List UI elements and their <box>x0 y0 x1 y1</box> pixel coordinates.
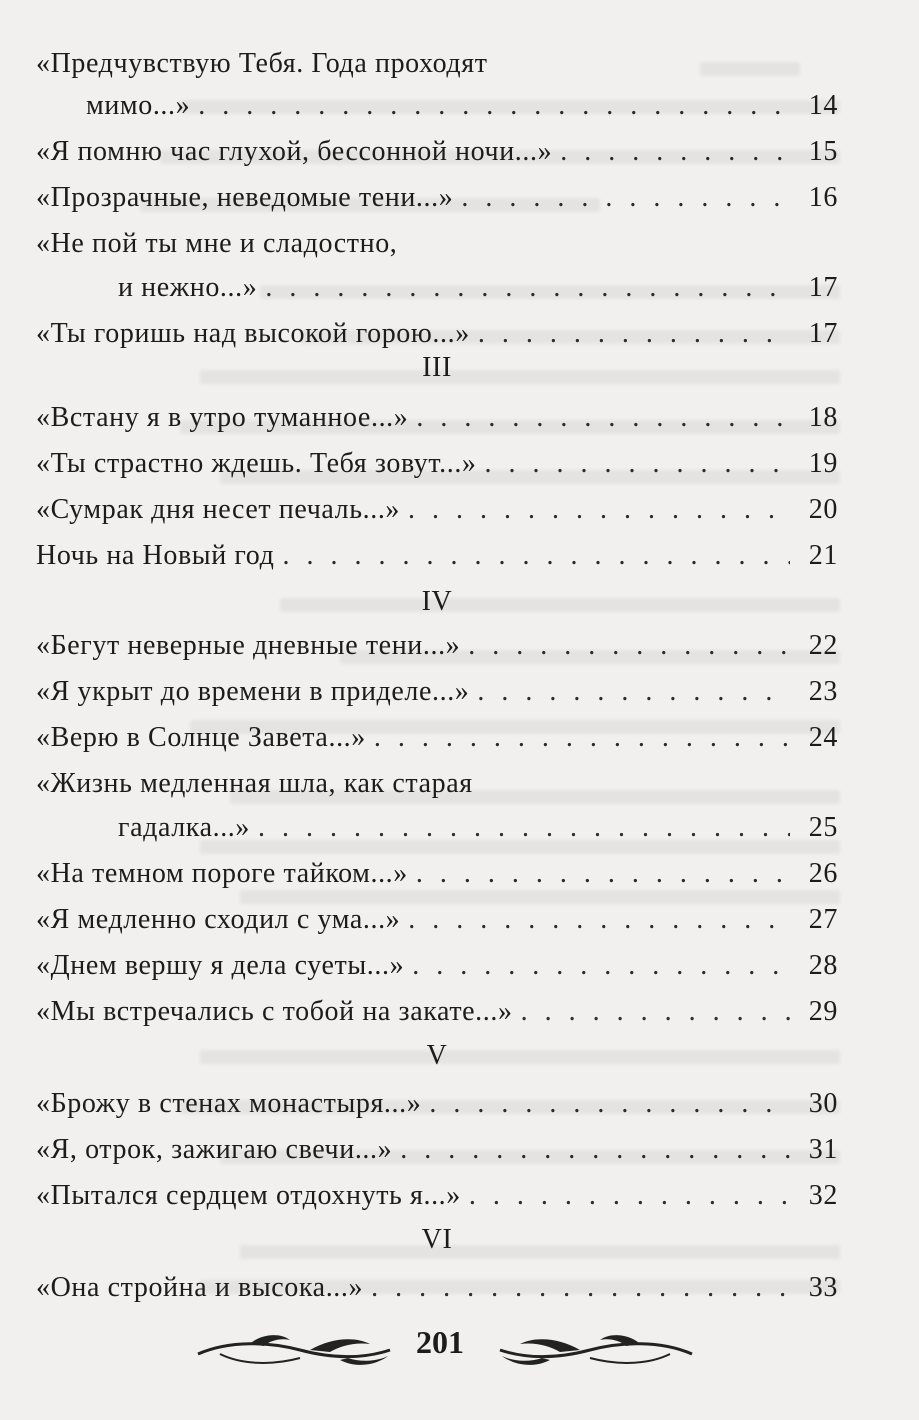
toc-entry[interactable] <box>36 540 838 580</box>
leader-dots <box>468 630 790 662</box>
leader-dots <box>429 1088 790 1120</box>
toc-page-number: 25 <box>808 812 838 843</box>
leader-dots <box>282 540 790 572</box>
toc-page-number: 31 <box>808 1134 838 1165</box>
toc-page-number: 29 <box>808 996 838 1027</box>
leader-dots <box>477 676 790 708</box>
leader-dots <box>408 494 790 526</box>
toc-page-number: 24 <box>808 722 838 753</box>
toc-entry-title: «Брожу в стенах монастыря...» <box>36 1088 422 1119</box>
leader-dots <box>265 272 790 304</box>
toc-entry-title: мимо...» <box>86 90 191 121</box>
toc-entry-title: «Она стройна и высока...» <box>36 1272 364 1303</box>
toc-entry[interactable] <box>36 996 838 1036</box>
toc-page-number: 15 <box>808 136 838 167</box>
section-heading-5: V <box>426 1040 448 1071</box>
toc-entry[interactable] <box>36 950 838 990</box>
toc-page-number: 16 <box>808 182 838 213</box>
toc-page-number: 33 <box>808 1272 838 1303</box>
toc-entry-title: «Ты горишь над высокой горою...» <box>36 318 470 349</box>
toc-entry[interactable] <box>36 722 838 762</box>
toc-page-number: 32 <box>808 1180 838 1211</box>
section-heading-3: III <box>422 352 452 383</box>
toc-entry-title: Ночь на Новый год <box>36 540 275 571</box>
toc-entry-title: «Я, отрок, зажигаю свечи...» <box>36 1134 393 1165</box>
toc-entry-title: гадалка...» <box>118 812 251 843</box>
leader-dots <box>408 904 790 936</box>
leader-dots <box>198 90 790 122</box>
toc-entry[interactable] <box>36 1180 838 1220</box>
toc-entry[interactable] <box>36 90 838 130</box>
section-heading-4: IV <box>421 586 453 617</box>
toc-page-number: 17 <box>808 272 838 303</box>
leader-dots <box>371 1272 790 1304</box>
toc-entry[interactable] <box>36 1088 838 1128</box>
leader-dots <box>416 858 790 890</box>
leader-dots <box>461 182 790 214</box>
toc-page-number: 30 <box>808 1088 838 1119</box>
leader-dots <box>374 722 790 754</box>
toc-entry-title: «На темном пороге тайком...» <box>36 858 408 889</box>
leader-dots <box>521 996 790 1028</box>
toc-entry[interactable] <box>36 402 838 442</box>
toc-entry[interactable] <box>36 182 838 222</box>
toc-entry[interactable] <box>36 676 838 716</box>
toc-entry-title: «Пытался сердцем отдохнуть я...» <box>36 1180 461 1211</box>
leader-dots <box>485 448 790 480</box>
toc-entry-title: «Мы встречались с тобой на закате...» <box>36 996 513 1027</box>
toc-page-number: 17 <box>808 318 838 349</box>
toc-page-number: 28 <box>808 950 838 981</box>
toc-page-number: 22 <box>808 630 838 661</box>
toc-entry[interactable] <box>36 858 838 898</box>
leader-dots <box>469 1180 790 1212</box>
leader-dots <box>560 136 790 168</box>
toc-page-number: 26 <box>808 858 838 889</box>
leader-dots <box>400 1134 790 1166</box>
toc-entry-title: «Верю в Солнце Завета...» <box>36 722 366 753</box>
leader-dots <box>412 950 790 982</box>
toc-entry-title: «Прозрачные, неведомые тени...» <box>36 182 454 213</box>
page-number: 201 <box>416 1324 464 1360</box>
toc-entry[interactable] <box>36 904 838 944</box>
toc-entry[interactable] <box>36 136 838 176</box>
toc-entry[interactable] <box>36 630 838 670</box>
toc-entry[interactable] <box>36 812 838 852</box>
toc-entry-title: «Я помню час глухой, бессонной ночи...» <box>36 136 553 167</box>
section-heading-6: VI <box>421 1224 453 1255</box>
toc-entry[interactable] <box>36 448 838 488</box>
toc-page-number: 21 <box>808 540 838 571</box>
toc-entry-line: «Жизнь медленная шла, как старая <box>36 768 473 799</box>
toc-page-number: 18 <box>808 402 838 433</box>
toc-page-number: 20 <box>808 494 838 525</box>
toc-entry[interactable] <box>36 272 838 312</box>
toc-entry[interactable] <box>36 494 838 534</box>
toc-entry-title: «Встану я в утро туманное...» <box>36 402 409 433</box>
toc-page-number: 19 <box>808 448 838 479</box>
toc-entry-title: «Днем вершу я дела суеты...» <box>36 950 405 981</box>
toc-entry-title: «Сумрак дня несет печаль...» <box>36 494 401 525</box>
toc-entry-title: и нежно...» <box>118 272 258 303</box>
page-footer <box>190 1320 710 1380</box>
toc-entry-title: «Я медленно сходил с ума...» <box>36 904 401 935</box>
leader-dots <box>258 812 790 844</box>
toc-entry-title: «Я укрыт до времени в приделе...» <box>36 676 470 707</box>
toc-page-number: 14 <box>808 90 838 121</box>
toc-entry-title: «Ты страстно ждешь. Тебя зовут...» <box>36 448 477 479</box>
toc-entry-title: «Бегут неверные дневные тени...» <box>36 630 461 661</box>
leader-dots <box>416 402 790 434</box>
leader-dots <box>478 318 790 350</box>
toc-entry-line: «Предчувствую Тебя. Года проходят <box>36 48 488 79</box>
toc-page-number: 27 <box>808 904 838 935</box>
toc-entry[interactable] <box>36 1134 838 1174</box>
toc-page-number: 23 <box>808 676 838 707</box>
toc-entry[interactable] <box>36 1272 838 1312</box>
toc-entry-line: «Не пой ты мне и сладостно, <box>36 228 398 259</box>
